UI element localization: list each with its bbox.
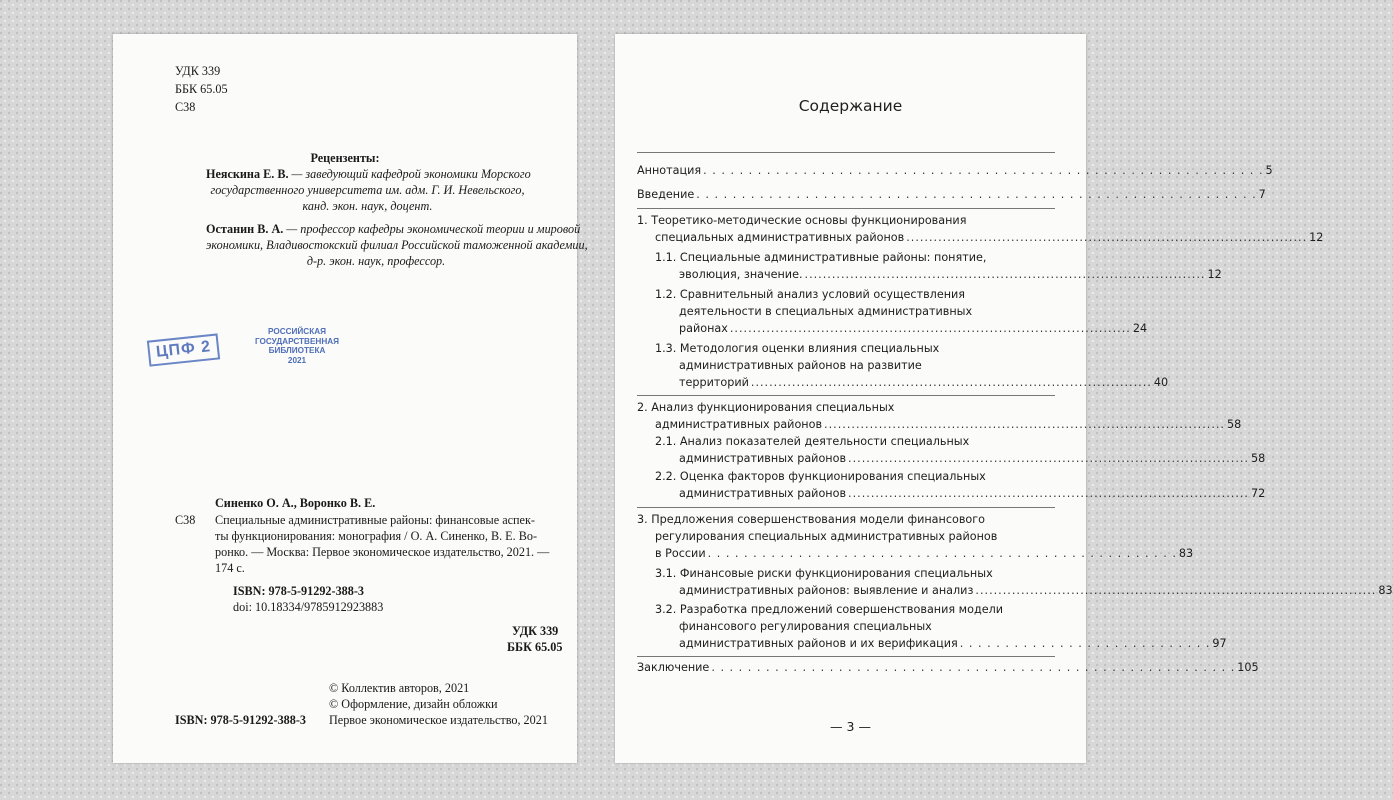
toc-chapter-3-line: регулирования специальных административных районов <box>655 530 998 543</box>
toc-leader: ........................................................................................ <box>729 322 1131 335</box>
toc-section-1-1-line: 1.1. Специальные административные районы: понятие, <box>655 251 987 264</box>
toc-entry-conclusion[interactable] <box>637 660 1259 675</box>
isbn-bottom: ISBN: 978-5-91292-388-3 <box>175 713 307 727</box>
library-stamp-year: 2021 <box>287 355 307 365</box>
reviewers-title: Рецензенты: <box>310 151 380 165</box>
toc-entry-text: административных районов <box>655 418 823 431</box>
library-stamp-line: БИБЛИОТЕКА <box>268 346 326 355</box>
udk-top: УДК 339 <box>175 64 221 78</box>
toc-entry-section-1-3[interactable] <box>679 375 1169 390</box>
toc-entry-page: 58 <box>1251 452 1266 465</box>
description-line-1: Специальные административные районы: финансовые аспек- <box>215 513 535 527</box>
toc-entry-page: 83 <box>1178 547 1194 560</box>
toc-entry-section-3-2[interactable] <box>679 636 1227 651</box>
toc-entry-section-2-1[interactable] <box>679 451 1266 466</box>
isbn-main: ISBN: 978-5-91292-388-3 <box>233 584 365 598</box>
toc-section-3-2-line: финансового регулирования специальных <box>679 620 932 633</box>
toc-entry-text: в России <box>655 547 706 560</box>
toc-leader: ........................................................................................ <box>906 231 1308 244</box>
toc-leader: . . . . . . . . . . . . . . . . . . . . . . . . . . . . . . . . . . . . . . . . . . . . . . . . . . . . . . . . . . . . . . <box>703 164 1264 177</box>
toc-leader: ........................................................................................ <box>750 376 1152 389</box>
copyright-line-1: © Коллектив авторов, 2021 <box>329 681 470 695</box>
library-stamp-line: ГОСУДАРСТВЕННАЯ <box>254 336 340 346</box>
toc-entry-page: 72 <box>1251 487 1266 500</box>
toc-section-1-3-line: административных районов на развитие <box>679 359 922 372</box>
copyright-line-2: © Оформление, дизайн обложки <box>329 697 498 711</box>
toc-entry-section-1-2[interactable] <box>679 321 1148 336</box>
description-line-4: 174 с. <box>215 561 245 575</box>
toc-leader: ........................................................................................ <box>848 487 1249 500</box>
toc-entry-text: административных районов <box>679 487 847 500</box>
contents-title: Содержание <box>798 97 903 115</box>
toc-entry-text: Заключение <box>637 661 710 674</box>
reviewer-2-line-2: экономики, Владивостокский филиал Российской таможенной академии, <box>206 238 588 252</box>
contents-page <box>615 34 1393 763</box>
toc-entry-page: 12 <box>1309 231 1324 244</box>
description-line-3: ронко. — Москва: Первое экономическое издательство, 2021. — <box>215 545 550 559</box>
toc-entry-page: 58 <box>1227 418 1242 431</box>
toc-entry-page: 40 <box>1153 376 1169 389</box>
imprint-page <box>113 34 588 763</box>
section-rule <box>637 507 1055 508</box>
toc-leader: . . . . . . . . . . . . . . . . . . . . . . . . . . . . . . . . . . . . . . . . . . . . . . . . . . . . . . . . . . . . . . <box>696 188 1257 201</box>
toc-section-1-3-line: 1.3. Методология оценки влияния специальных <box>655 342 940 355</box>
bbk-top: ББК 65.05 <box>175 82 228 96</box>
reviewer-1-line-2: государственного университета им. адм. Г. И. Невельского, <box>210 183 525 197</box>
bbk-bottom: ББК 65.05 <box>507 640 563 654</box>
toc-entry-text: эволюция, значение. <box>679 268 803 281</box>
toc-section-3-1-line: 3.1. Финансовые риски функционирования специальных <box>655 567 993 580</box>
toc-entry-page: 83 <box>1378 584 1393 597</box>
doi: doi: 10.18334/9785912923883 <box>233 600 384 614</box>
toc-section-1-2-line: деятельности в специальных административных <box>679 305 973 318</box>
toc-entry-section-2-2[interactable] <box>679 486 1266 501</box>
toc-entry-text: Введение <box>637 188 695 201</box>
toc-entry-text: Аннотация <box>637 164 702 177</box>
toc-entry-page: 97 <box>1212 637 1227 650</box>
description-line-2: ты функционирования: монография / О. А. Синенко, В. Е. Во- <box>215 529 538 543</box>
reviewer-1-line-3: канд. экон. наук, доцент. <box>302 199 433 213</box>
title-rule <box>637 152 1055 153</box>
toc-entry-text: административных районов: выявление и анализ <box>679 584 974 597</box>
toc-entry-chapter-1[interactable] <box>655 230 1324 245</box>
toc-section-1-2-line: 1.2. Сравнительный анализ условий осуществления <box>655 288 966 301</box>
code-top: С38 <box>175 100 196 114</box>
toc-section-2-1-line: 2.1. Анализ показателей деятельности специальных <box>655 435 970 448</box>
toc-entry-text: административных районов и их верификация <box>679 637 958 650</box>
toc-entry-text: территорий <box>679 376 749 389</box>
toc-entry-text: специальных административных районов <box>655 231 905 244</box>
udk-bottom: УДК 339 <box>512 624 559 638</box>
toc-leader: ........................................................................................ <box>804 268 1206 281</box>
toc-entry-page: 24 <box>1132 322 1148 335</box>
toc-chapter-1-line: 1. Теоретико-методические основы функционирования <box>637 214 967 227</box>
toc-entry-text: районах <box>679 322 728 335</box>
toc-entry-chapter-3[interactable] <box>655 546 1194 561</box>
toc-leader: . . . . . . . . . . . . . . . . . . . . . . . . . . . . . . . . . . . . . . . . . . . . . . . . . . . . . . . . . . <box>711 661 1236 674</box>
library-stamp-line: РОССИЙСКАЯ <box>267 327 327 336</box>
section-rule <box>637 656 1055 657</box>
reviewer-2-line-1: Останин В. А. — профессор кафедры экономической теории и мировой <box>206 222 581 236</box>
toc-entry-introduction[interactable] <box>637 187 1266 202</box>
page-number: — 3 — <box>830 719 871 734</box>
toc-leader: ........................................................................................ <box>848 452 1249 465</box>
section-rule <box>637 208 1055 209</box>
toc-leader: ........................................................................................ <box>975 584 1377 597</box>
toc-entry-page: 7 <box>1258 188 1266 201</box>
toc-entry-page: 12 <box>1207 268 1222 281</box>
copyright-line-3: Первое экономическое издательство, 2021 <box>329 713 548 727</box>
toc-leader: . . . . . . . . . . . . . . . . . . . . . . . . . . . . <box>959 637 1211 650</box>
toc-entry-page: 105 <box>1237 661 1259 674</box>
toc-leader: ........................................................................................ <box>824 418 1225 431</box>
section-rule <box>637 395 1055 396</box>
toc-chapter-2-line: 2. Анализ функционирования специальных <box>637 401 895 414</box>
toc-entry-chapter-2[interactable] <box>655 417 1242 432</box>
library-stamp <box>247 327 347 365</box>
toc-leader: . . . . . . . . . . . . . . . . . . . . . . . . . . . . . . . . . . . . . . . . . . . . . . . . . . . . <box>707 547 1177 560</box>
toc-chapter-3-line: 3. Предложения совершенствования модели финансового <box>637 513 985 526</box>
toc-entry-text: административных районов <box>679 452 847 465</box>
reviewer-2-line-3: д-р. экон. наук, профессор. <box>306 254 446 268</box>
code-mid: С38 <box>175 513 196 527</box>
authors: Синенко О. А., Воронко В. Е. <box>215 496 376 510</box>
reviewer-1-line-1: Неяскина Е. В. — заведующий кафедрой экономики Морского <box>206 167 531 181</box>
toc-entry-page: 5 <box>1265 164 1273 177</box>
toc-entry-section-3-1[interactable] <box>679 583 1393 598</box>
cpf-stamp: ЦПФ 2 <box>147 333 221 366</box>
toc-entry-section-1-1[interactable] <box>679 267 1222 282</box>
toc-section-3-2-line: 3.2. Разработка предложений совершенствования модели <box>655 603 1004 616</box>
toc-entry-annotation[interactable] <box>637 163 1273 178</box>
toc-section-2-2-line: 2.2. Оценка факторов функционирования специальных <box>655 470 986 483</box>
